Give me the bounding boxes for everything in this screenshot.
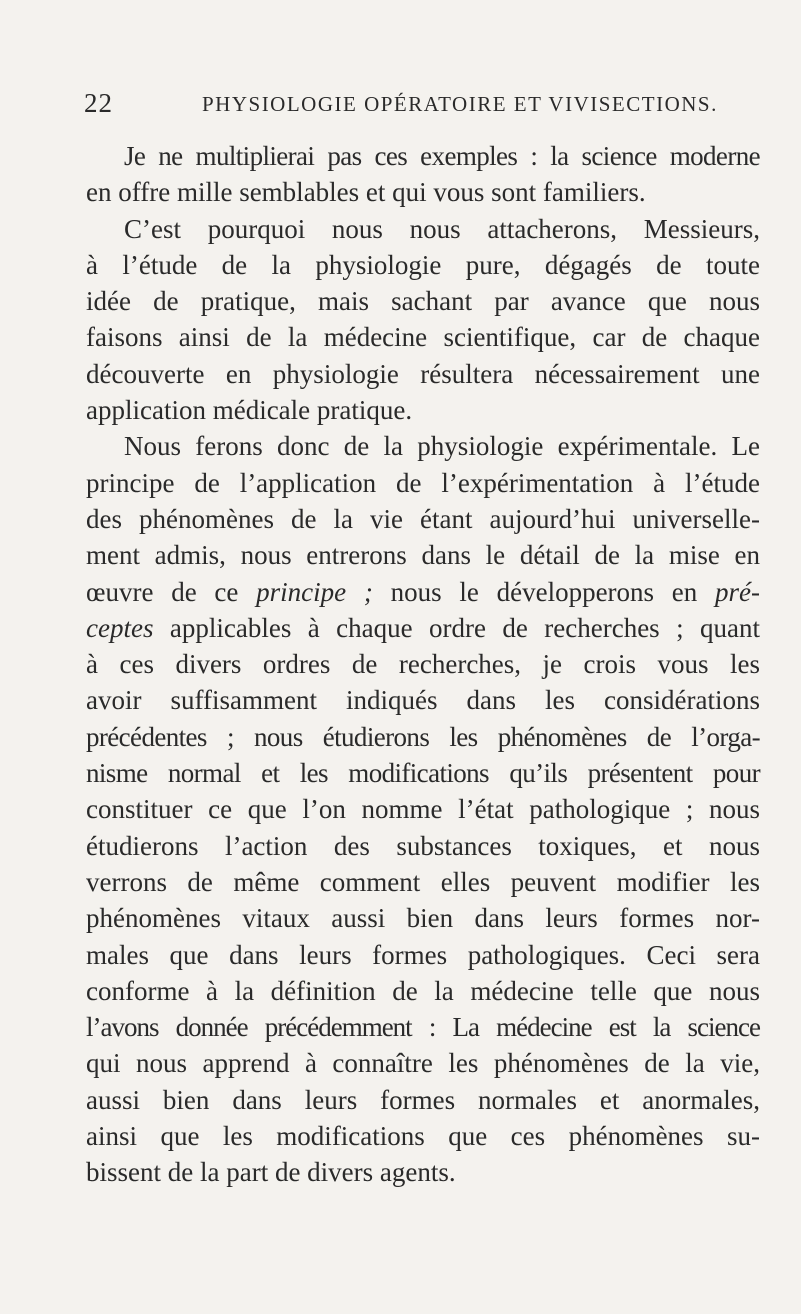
text-segment: applicables à chaque ordre de recherches ; quant	[169, 612, 761, 643]
text-line: précédentes ; nous étudierons les phénomènes de l’orga-	[86, 721, 760, 752]
italic-term: pré-	[715, 576, 761, 607]
text-line: étudierons l’action des substances toxiques, et nous	[86, 830, 760, 861]
text-line: faisons ainsi de la médecine scientifique, car de chaque	[86, 322, 760, 353]
italic-term: ceptes	[86, 612, 154, 643]
text-line: Je ne multiplierai pas ces exemples : la science moderne	[124, 141, 760, 171]
text-line: en offre mille semblables et qui vous sont familiers.	[86, 177, 646, 208]
text-line: C’est pourquoi nous nous attacherons, Messieurs,	[124, 213, 760, 244]
text-segment: œuvre de ce	[86, 576, 239, 607]
text-line: verrons de même comment elles peuvent modifier les	[86, 866, 760, 897]
text-line	[86, 610, 760, 646]
text-line: idée de pratique, mais sachant par avance que nous	[86, 286, 760, 317]
page-number: 22	[84, 88, 113, 118]
text-line: phénomènes vitaux aussi bien dans leurs formes nor-	[86, 903, 760, 934]
text-line: constituer ce que l’on nomme l’état pathologique ; nous	[86, 794, 760, 825]
text-line: à ces divers ordres de recherches, je crois vous les	[86, 649, 760, 680]
text-line: l’avons donnée précédemment : La médecine est la science	[86, 1012, 760, 1043]
italic-term: principe ;	[256, 576, 373, 607]
text-line: aussi bien dans leurs formes normales et anormales,	[86, 1084, 760, 1115]
running-head: PHYSIOLOGIE OPÉRATOIRE ET VIVISECTIONS.	[202, 92, 718, 116]
text-line: nisme normal et les modifications qu’ils présentent pour	[86, 758, 760, 789]
text-line: application médicale pratique.	[86, 395, 413, 426]
text-line: avoir suffisamment indiqués dans les considérations	[86, 685, 760, 716]
text-line: ment admis, nous entrerons dans le détail de la mise en	[86, 540, 760, 571]
text-line: conforme à la définition de la médecine telle que nous	[86, 975, 760, 1006]
text-line: découverte en physiologie résultera nécessairement une	[86, 358, 760, 389]
text-line: Nous ferons donc de la physiologie expérimentale. Le	[124, 431, 760, 462]
text-line: des phénomènes de la vie étant aujourd’hui universelle-	[86, 503, 760, 534]
body-text	[86, 138, 760, 1191]
text-line: males que dans leurs formes pathologiques. Ceci sera	[86, 939, 760, 970]
text-line: ainsi que les modifications que ces phénomènes su-	[86, 1121, 760, 1152]
text-line: qui nous apprend à connaître les phénomènes de la vie,	[86, 1048, 760, 1079]
text-line: bissent de la part de divers agents.	[86, 1157, 456, 1188]
text-segment: nous le développerons en	[390, 576, 698, 607]
text-line: à l’étude de la physiologie pure, dégagés de toute	[86, 249, 760, 280]
page-header	[84, 88, 764, 120]
text-line: principe de l’application de l’expérimentation à l’étude	[86, 467, 760, 498]
text-line	[86, 574, 760, 610]
